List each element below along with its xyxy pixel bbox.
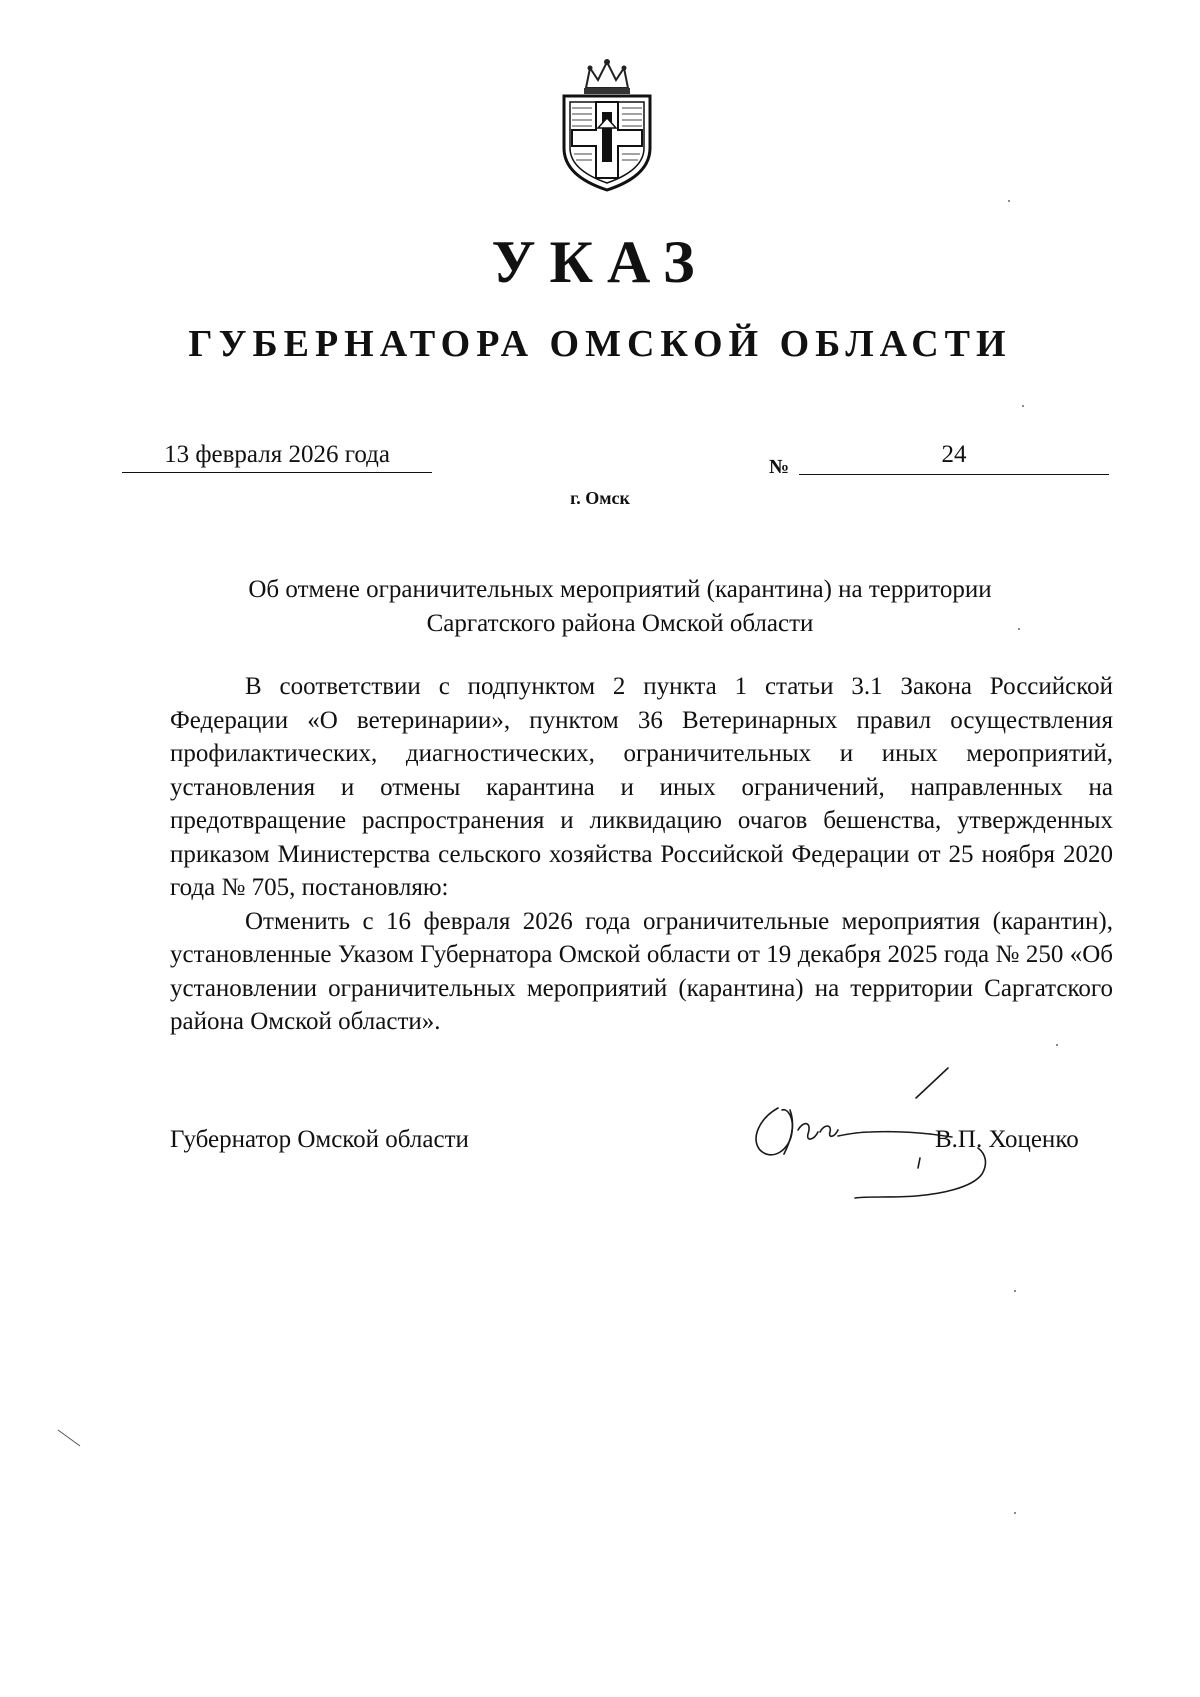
- city: г. Омск: [570, 488, 630, 508]
- signer-name: В.П. Хоценко: [935, 1126, 1079, 1153]
- body-paragraph-1: В соответствии с подпунктом 2 пункта 1 статьи 3.1 Закона Российской Федерации «О ветеринарии», пунктом 36 Ветеринарных правил осуществления профилактических, диагностических, ограничительных и иных мероприятий, установления и отмены карантина и иных ограничений, направленных на предотвращение распространения и ликвидацию очагов бешенства, утвержденных приказом Министерства сельского хозяйства Российской Федерации от 25 ноября 2020 года № 705, постановляю:: [170, 673, 1113, 901]
- scan-speck: [1056, 1044, 1058, 1046]
- scan-speck: [1014, 1512, 1016, 1514]
- scan-mark: [48, 1424, 88, 1454]
- number-sign: №: [769, 456, 790, 478]
- decree-number: 24: [799, 440, 1109, 475]
- decree-body: [170, 670, 1113, 1039]
- document-title: УКАЗ: [491, 229, 709, 295]
- subject-line-2: Саргатского района Омской области: [426, 610, 814, 637]
- subject-line-1: Об отмене ограничительных мероприятий (карантина) на территории: [248, 576, 992, 603]
- scan-speck: [1014, 1290, 1016, 1292]
- document-subtitle: ГУБЕРНАТОРА ОМСКОЙ ОБЛАСТИ: [188, 323, 1012, 365]
- scan-speck: [1008, 200, 1010, 202]
- scan-speck: [1018, 628, 1020, 630]
- coat-of-arms-icon: [556, 58, 658, 192]
- decree-date: 13 февраля 2026 года: [122, 440, 432, 473]
- body-paragraph-2: Отменить с 16 февраля 2026 года ограничительные мероприятия (карантин), установленные Указом Губернатора Омской области от 19 декабря 2025 года № 250 «Об установлении ограничительных мероприятий (карантина) на территории Саргатского района Омской области».: [170, 907, 1113, 1035]
- signer-position: Губернатор Омской области: [170, 1126, 469, 1153]
- decree-subject: [170, 573, 1070, 641]
- scan-speck: [1022, 405, 1024, 407]
